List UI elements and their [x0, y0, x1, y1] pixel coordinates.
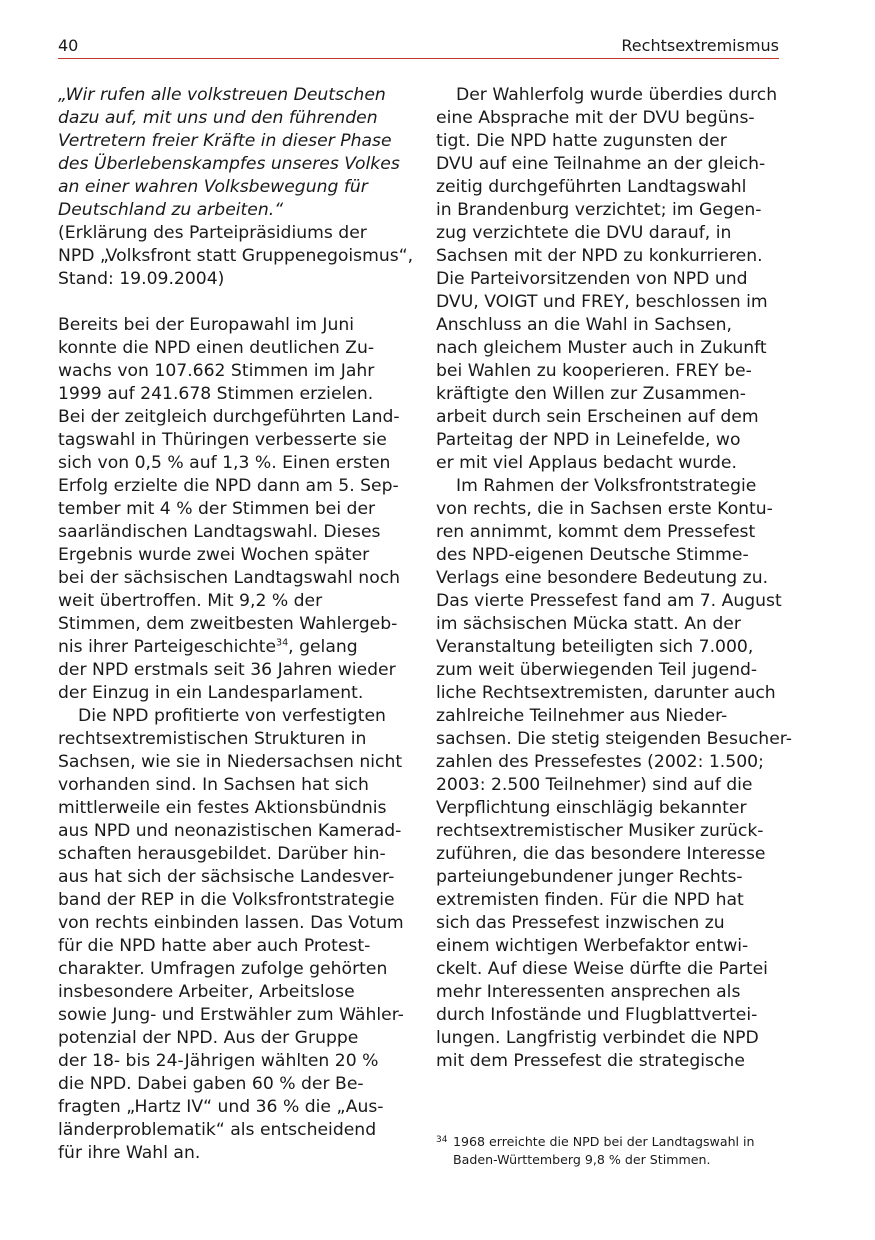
text-line: Verpflichtung einschlägig bekannter	[436, 798, 747, 818]
text-line: Der Wahlerfolg wurde überdies durch	[456, 85, 778, 105]
text-line: ckelt. Auf diese Weise dürfte die Partei	[436, 959, 768, 979]
text-line: band der REP in die Volksfrontstrategie	[58, 890, 395, 910]
text-line: sich von 0,5 % auf 1,3 %. Einen ersten	[58, 453, 391, 473]
text-line: Bereits bei der Europawahl im Juni	[58, 315, 355, 335]
footnote-line	[436, 1131, 779, 1150]
text-line: lungen. Langfristig verbindet die NPD	[436, 1028, 759, 1048]
text-line: ren annimmt, kommt dem Pressefest	[436, 522, 756, 542]
text-line: Im Rahmen der Volksfrontstrategie	[456, 476, 757, 496]
text-line: vorhanden sind. In Sachsen hat sich	[58, 775, 369, 795]
page-number: 40	[58, 36, 79, 55]
text-line: 2003: 2.500 Teilnehmer) sind auf die	[436, 775, 753, 795]
text-line: weit übertroffen. Mit 9,2 % der	[58, 591, 323, 611]
running-title: Rechtsextremismus	[621, 36, 779, 55]
text-line-with-footnote	[58, 636, 413, 659]
text-line: schaften herausgebildet. Darüber hin-	[58, 844, 386, 864]
text-line: der NPD erstmals seit 36 Jahren wieder	[58, 660, 396, 680]
text-fragment: , gelang	[288, 637, 358, 657]
paragraph-dvu-absprache	[436, 84, 792, 475]
text-line: für die NPD hatte aber auch Protest-	[58, 936, 371, 956]
source-line: (Erklärung des Parteipräsidiums der	[58, 223, 367, 243]
text-line: der Einzug in ein Landesparlament.	[58, 683, 364, 703]
paragraph-pressefest	[436, 475, 792, 1073]
text-line: zuführen, die das besondere Interesse	[436, 844, 766, 864]
text-line: länderproblematik“ als entscheidend	[58, 1120, 377, 1140]
text-line: rechtsextremistischen Strukturen in	[58, 729, 367, 749]
text-line: bei Wahlen zu kooperieren. FREY be-	[436, 361, 752, 381]
text-line: rechtsextremistischer Musiker zurück-	[436, 821, 764, 841]
footnote-reference[interactable]: 34	[276, 637, 289, 649]
quote-line: „Wir rufen alle volkstreuen Deutschen	[58, 85, 386, 105]
text-line: liche Rechtsextremisten, darunter auch	[436, 683, 776, 703]
text-line: aus NPD und neonazistischen Kamerad-	[58, 821, 402, 841]
text-line: Die Parteivorsitzenden von NPD und	[436, 269, 748, 289]
text-line: tember mit 4 % der Stimmen bei der	[58, 499, 376, 519]
text-line: zahlen des Pressefestes (2002: 1.500;	[436, 752, 764, 772]
text-line: aus hat sich der sächsische Landesver-	[58, 867, 395, 887]
text-line: kräftigte den Willen zur Zusammen-	[436, 384, 746, 404]
text-line: fragten „Hartz IV“ und 36 % die „Aus-	[58, 1097, 384, 1117]
text-line: einem wichtigen Werbefaktor entwi-	[436, 936, 749, 956]
footnote-line: Baden-Württemberg 9,8 % der Stimmen.	[453, 1152, 711, 1167]
text-line: zug verzichtete die DVU darauf, in	[436, 223, 732, 243]
text-line: parteiungebundener junger Rechts-	[436, 867, 743, 887]
quote-line: Vertretern freier Kräfte in dieser Phase	[58, 131, 392, 151]
text-line: durch Infostände und Flugblattvertei-	[436, 1005, 758, 1025]
text-line: mehr Interessenten ansprechen als	[436, 982, 741, 1002]
text-line: konnte die NPD einen deutlichen Zu-	[58, 338, 375, 358]
text-line: arbeit durch sein Erscheinen auf dem	[436, 407, 759, 427]
text-line: Die NPD profitierte von verfestigten	[78, 706, 386, 726]
footnote-text: 1968 erreichte die NPD bei der Landtagswahl in	[453, 1134, 755, 1149]
quote-line: des Überlebenskampfes unseres Volkes	[58, 154, 400, 174]
paragraph-europawahl	[58, 314, 413, 705]
text-fragment: nis ihrer Parteigeschichte	[58, 637, 277, 657]
left-column	[58, 84, 413, 1165]
text-line: DVU, VOIGT und FREY, beschlossen im	[436, 292, 768, 312]
footnote	[436, 1131, 779, 1169]
text-line: Anschluss an die Wahl in Sachsen,	[436, 315, 732, 335]
text-line: des NPD-eigenen Deutsche Stimme-	[436, 545, 749, 565]
text-line: in Brandenburg verzichtet; im Gegen-	[436, 200, 762, 220]
text-line: potenzial der NPD. Aus der Gruppe	[58, 1028, 359, 1048]
text-line: wachs von 107.662 Stimmen im Jahr	[58, 361, 375, 381]
text-line: charakter. Umfragen zufolge gehörten	[58, 959, 388, 979]
text-line: Bei der zeitgleich durchgeführten Land-	[58, 407, 400, 427]
text-line: Das vierte Pressefest fand am 7. August	[436, 591, 782, 611]
text-line: insbesondere Arbeiter, Arbeitslose	[58, 982, 355, 1002]
text-line: er mit viel Applaus bedacht wurde.	[436, 453, 737, 473]
text-line: eine Absprache mit der DVU begüns-	[436, 108, 755, 128]
text-line: für ihre Wahl an.	[58, 1143, 201, 1163]
text-line: Sachsen mit der NPD zu konkurrieren.	[436, 246, 763, 266]
text-line: Stimmen, dem zweitbesten Wahlergeb-	[58, 614, 398, 634]
text-line: extremisten finden. Für die NPD hat	[436, 890, 744, 910]
text-line: tigt. Die NPD hatte zugunsten der	[436, 131, 727, 151]
source-line: Stand: 19.09.2004)	[58, 269, 225, 289]
text-line: von rechts einbinden lassen. Das Votum	[58, 913, 404, 933]
text-line: im sächsischen Mücka statt. An der	[436, 614, 741, 634]
quote-line: Deutschland zu arbeiten.“	[58, 200, 284, 220]
header-rule	[58, 58, 779, 59]
text-line: Erfolg erzielte die NPD dann am 5. Sep-	[58, 476, 399, 496]
right-column	[436, 84, 792, 1073]
text-line: Veranstaltung beteiligten sich 7.000,	[436, 637, 754, 657]
text-line: zahlreiche Teilnehmer aus Nieder-	[436, 706, 728, 726]
text-line: von rechts, die in Sachsen erste Kontu-	[436, 499, 773, 519]
text-line: Ergebnis wurde zwei Wochen später	[58, 545, 370, 565]
text-line: Parteitag der NPD in Leinefelde, wo	[436, 430, 741, 450]
paragraph-sachsen	[58, 705, 413, 1165]
text-line: mittlerweile ein festes Aktionsbündnis	[58, 798, 387, 818]
quote-source	[58, 222, 413, 291]
text-line: sich das Pressefest inzwischen zu	[436, 913, 725, 933]
text-line: nach gleichem Muster auch in Zukunft	[436, 338, 767, 358]
text-line: der 18- bis 24-Jährigen wählten 20 %	[58, 1051, 379, 1071]
text-line: die NPD. Dabei gaben 60 % der Be-	[58, 1074, 364, 1094]
quote-line: an einer wahren Volksbewegung für	[58, 177, 368, 197]
text-line: tagswahl in Thüringen verbesserte sie	[58, 430, 387, 450]
footnote-number: 34	[436, 1135, 448, 1145]
quote-line: dazu auf, mit uns und den führenden	[58, 108, 378, 128]
text-line: sowie Jung- und Erstwähler zum Wähler-	[58, 1005, 404, 1025]
quote-block	[58, 84, 413, 222]
source-line: NPD „Volksfront statt Gruppenegoismus“,	[58, 246, 414, 266]
text-line: saarländischen Landtagswahl. Dieses	[58, 522, 381, 542]
text-line: 1999 auf 241.678 Stimmen erzielen.	[58, 384, 374, 404]
text-line: zum weit überwiegenden Teil jugend-	[436, 660, 758, 680]
text-line: DVU auf eine Teilnahme an der gleich-	[436, 154, 766, 174]
text-line: zeitig durchgeführten Landtagswahl	[436, 177, 747, 197]
text-line: Sachsen, wie sie in Niedersachsen nicht	[58, 752, 403, 772]
text-line: bei der sächsischen Landtagswahl noch	[58, 568, 401, 588]
text-line: mit dem Pressefest die strategische	[436, 1051, 745, 1071]
text-line: sachsen. Die stetig steigenden Besucher-	[436, 729, 792, 749]
text-line: Verlags eine besondere Bedeutung zu.	[436, 568, 769, 588]
